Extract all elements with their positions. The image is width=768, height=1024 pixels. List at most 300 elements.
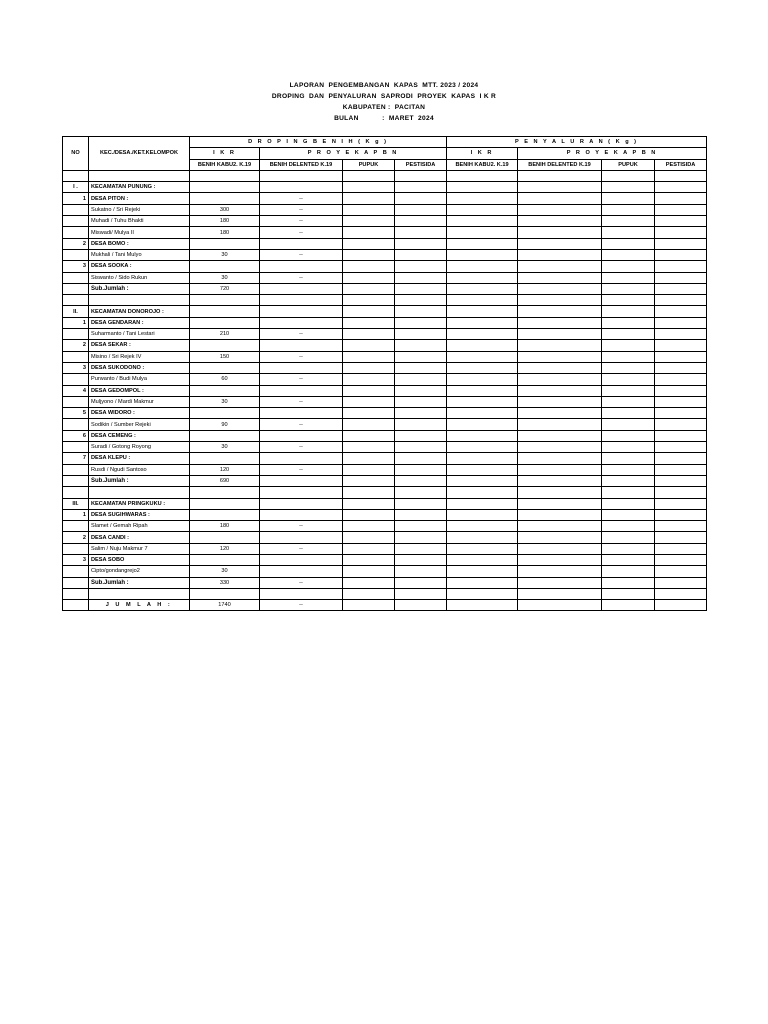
table-row xyxy=(63,249,707,260)
row-empty-cell xyxy=(602,351,655,362)
row-empty-cell xyxy=(447,170,518,181)
row-no: 3 xyxy=(63,554,89,565)
row-name xyxy=(89,170,190,181)
table-row xyxy=(63,272,707,283)
row-empty-cell xyxy=(518,487,602,498)
row-empty-cell xyxy=(447,249,518,260)
row-benih-delented: -- xyxy=(260,374,343,385)
table-row xyxy=(63,498,707,509)
row-empty-cell xyxy=(343,317,395,328)
row-benih-kabu xyxy=(190,430,260,441)
row-empty-cell xyxy=(602,374,655,385)
row-empty-cell xyxy=(602,408,655,419)
row-empty-cell xyxy=(655,453,707,464)
row-name: DESA PITON : xyxy=(89,193,190,204)
row-empty-cell xyxy=(518,227,602,238)
row-empty-cell xyxy=(343,170,395,181)
row-benih-kabu xyxy=(190,554,260,565)
row-benih-kabu: 90 xyxy=(190,419,260,430)
row-empty-cell xyxy=(395,408,447,419)
row-benih-delented xyxy=(260,283,343,294)
row-name: KECAMATAN DONOROJO : xyxy=(89,306,190,317)
table-row xyxy=(63,261,707,272)
row-empty-cell xyxy=(602,475,655,486)
table-row xyxy=(63,577,707,588)
row-name: DESA SUGIHWARAS : xyxy=(89,509,190,520)
row-empty-cell xyxy=(655,396,707,407)
row-empty-cell xyxy=(518,532,602,543)
row-no xyxy=(63,283,89,294)
row-benih-kabu: 180 xyxy=(190,521,260,532)
row-benih-delented xyxy=(260,182,343,193)
row-benih-kabu: 30 xyxy=(190,272,260,283)
row-no xyxy=(63,588,89,599)
row-benih-kabu: 330 xyxy=(190,577,260,588)
row-name: DESA CEMENG : xyxy=(89,430,190,441)
row-empty-cell xyxy=(655,295,707,306)
table-row xyxy=(63,193,707,204)
row-empty-cell xyxy=(343,577,395,588)
row-empty-cell xyxy=(602,193,655,204)
row-benih-delented: -- xyxy=(260,227,343,238)
row-empty-cell xyxy=(447,498,518,509)
row-empty-cell xyxy=(655,509,707,520)
row-benih-kabu xyxy=(190,408,260,419)
row-empty-cell xyxy=(655,329,707,340)
row-benih-delented: -- xyxy=(260,577,343,588)
row-benih-kabu xyxy=(190,362,260,373)
row-empty-cell xyxy=(447,577,518,588)
row-name: Sodikin / Sumber Rejeki xyxy=(89,419,190,430)
table-row xyxy=(63,283,707,294)
row-empty-cell xyxy=(518,396,602,407)
row-benih-kabu xyxy=(190,532,260,543)
row-empty-cell xyxy=(343,464,395,475)
row-benih-kabu xyxy=(190,261,260,272)
row-benih-delented xyxy=(260,487,343,498)
row-empty-cell xyxy=(518,588,602,599)
row-name: Purwanto / Budi Mulya xyxy=(89,374,190,385)
row-empty-cell xyxy=(518,317,602,328)
table-row xyxy=(63,306,707,317)
row-empty-cell xyxy=(447,487,518,498)
row-name: KECAMATAN PUNUNG : xyxy=(89,182,190,193)
row-benih-delented xyxy=(260,430,343,441)
row-benih-delented: -- xyxy=(260,216,343,227)
table-row xyxy=(63,475,707,486)
row-name: DESA SEKAR : xyxy=(89,340,190,351)
row-empty-cell xyxy=(395,306,447,317)
row-no xyxy=(63,543,89,554)
row-name: Miswadi/ Mulya II xyxy=(89,227,190,238)
row-benih-kabu: 1740 xyxy=(190,600,260,611)
row-empty-cell xyxy=(447,238,518,249)
row-empty-cell xyxy=(602,238,655,249)
header-pestisida-penyaluran: PESTISIDA xyxy=(655,159,707,170)
row-empty-cell xyxy=(602,283,655,294)
row-benih-delented xyxy=(260,566,343,577)
row-empty-cell xyxy=(602,600,655,611)
row-name: Sub.Jumlah : xyxy=(89,475,190,486)
row-empty-cell xyxy=(447,374,518,385)
row-name: Misino / Sri Rejek IV xyxy=(89,351,190,362)
row-empty-cell xyxy=(343,521,395,532)
row-benih-kabu xyxy=(190,193,260,204)
row-empty-cell xyxy=(395,475,447,486)
row-benih-kabu: 30 xyxy=(190,442,260,453)
row-no xyxy=(63,227,89,238)
row-benih-kabu: 30 xyxy=(190,396,260,407)
row-empty-cell xyxy=(518,475,602,486)
row-name: Suharmanto / Tani Lestari xyxy=(89,329,190,340)
row-empty-cell xyxy=(395,351,447,362)
row-no: 3 xyxy=(63,261,89,272)
row-benih-kabu xyxy=(190,238,260,249)
row-empty-cell xyxy=(655,351,707,362)
row-empty-cell xyxy=(343,498,395,509)
row-empty-cell xyxy=(395,261,447,272)
row-benih-delented xyxy=(260,532,343,543)
row-benih-delented: -- xyxy=(260,442,343,453)
row-no xyxy=(63,272,89,283)
row-empty-cell xyxy=(602,317,655,328)
row-empty-cell xyxy=(655,475,707,486)
row-empty-cell xyxy=(655,419,707,430)
row-benih-delented: -- xyxy=(260,396,343,407)
row-empty-cell xyxy=(395,396,447,407)
row-benih-delented: -- xyxy=(260,249,343,260)
table-row xyxy=(63,396,707,407)
row-empty-cell xyxy=(343,351,395,362)
header-penyaluran: P E N Y A L U R A N ( K g ) xyxy=(447,137,707,148)
row-empty-cell xyxy=(447,554,518,565)
row-name: DESA BOMO : xyxy=(89,238,190,249)
row-empty-cell xyxy=(602,442,655,453)
row-empty-cell xyxy=(343,261,395,272)
row-empty-cell xyxy=(518,249,602,260)
row-no xyxy=(63,249,89,260)
row-empty-cell xyxy=(343,453,395,464)
row-empty-cell xyxy=(518,216,602,227)
row-benih-delented: -- xyxy=(260,464,343,475)
row-no xyxy=(63,442,89,453)
row-empty-cell xyxy=(343,543,395,554)
row-empty-cell xyxy=(518,306,602,317)
row-name xyxy=(89,295,190,306)
row-empty-cell xyxy=(395,588,447,599)
row-empty-cell xyxy=(602,396,655,407)
row-empty-cell xyxy=(518,577,602,588)
row-empty-cell xyxy=(602,532,655,543)
row-empty-cell xyxy=(343,238,395,249)
row-empty-cell xyxy=(343,340,395,351)
row-empty-cell xyxy=(447,261,518,272)
row-empty-cell xyxy=(395,464,447,475)
row-empty-cell xyxy=(518,464,602,475)
row-empty-cell xyxy=(447,306,518,317)
row-empty-cell xyxy=(602,182,655,193)
row-empty-cell xyxy=(395,442,447,453)
row-empty-cell xyxy=(343,283,395,294)
row-empty-cell xyxy=(518,554,602,565)
report-kabupaten: KABUPATEN : PACITAN xyxy=(342,104,426,111)
row-empty-cell xyxy=(518,453,602,464)
row-empty-cell xyxy=(655,588,707,599)
row-empty-cell xyxy=(602,261,655,272)
table-row xyxy=(63,430,707,441)
row-empty-cell xyxy=(447,351,518,362)
row-benih-kabu xyxy=(190,170,260,181)
row-empty-cell xyxy=(395,453,447,464)
table-row xyxy=(63,340,707,351)
row-empty-cell xyxy=(602,430,655,441)
header-benih-delented-penyaluran: BENIH DELENTED K.19 xyxy=(518,159,602,170)
row-benih-delented xyxy=(260,498,343,509)
row-empty-cell xyxy=(602,204,655,215)
row-name: DESA SOBO xyxy=(89,554,190,565)
row-benih-delented xyxy=(260,317,343,328)
row-empty-cell xyxy=(447,227,518,238)
row-empty-cell xyxy=(602,362,655,373)
row-empty-cell xyxy=(395,543,447,554)
row-no: I . xyxy=(63,182,89,193)
row-empty-cell xyxy=(602,227,655,238)
table-row xyxy=(63,554,707,565)
row-empty-cell xyxy=(343,272,395,283)
row-empty-cell xyxy=(518,362,602,373)
row-empty-cell xyxy=(343,600,395,611)
row-empty-cell xyxy=(518,351,602,362)
row-empty-cell xyxy=(447,396,518,407)
row-empty-cell xyxy=(447,419,518,430)
row-benih-delented xyxy=(260,475,343,486)
row-empty-cell xyxy=(655,317,707,328)
row-name: Sub.Jumlah : xyxy=(89,283,190,294)
row-empty-cell xyxy=(447,385,518,396)
table-row xyxy=(63,170,707,181)
row-empty-cell xyxy=(395,374,447,385)
table-row xyxy=(63,419,707,430)
row-empty-cell xyxy=(343,227,395,238)
row-empty-cell xyxy=(447,509,518,520)
row-empty-cell xyxy=(447,283,518,294)
row-empty-cell xyxy=(395,227,447,238)
row-no: 4 xyxy=(63,385,89,396)
row-empty-cell xyxy=(655,182,707,193)
report-title-block xyxy=(0,80,768,124)
row-empty-cell xyxy=(447,329,518,340)
row-benih-kabu: 30 xyxy=(190,566,260,577)
row-empty-cell xyxy=(447,475,518,486)
row-empty-cell xyxy=(602,509,655,520)
table-row xyxy=(63,204,707,215)
row-empty-cell xyxy=(343,419,395,430)
row-empty-cell xyxy=(395,283,447,294)
row-benih-kabu xyxy=(190,306,260,317)
row-empty-cell xyxy=(655,261,707,272)
row-empty-cell xyxy=(343,193,395,204)
table-row xyxy=(63,227,707,238)
row-empty-cell xyxy=(518,272,602,283)
row-name: Sub.Jumlah : xyxy=(89,577,190,588)
row-benih-kabu xyxy=(190,385,260,396)
row-empty-cell xyxy=(343,306,395,317)
row-empty-cell xyxy=(343,249,395,260)
row-name: Siswanto / Sido Rukun xyxy=(89,272,190,283)
row-empty-cell xyxy=(655,272,707,283)
row-benih-kabu xyxy=(190,295,260,306)
table-row xyxy=(63,295,707,306)
row-empty-cell xyxy=(602,340,655,351)
row-name: DESA KLEPU : xyxy=(89,453,190,464)
header-row-1 xyxy=(63,137,707,148)
row-name: KECAMATAN PRINGKUKU : xyxy=(89,498,190,509)
row-empty-cell xyxy=(343,532,395,543)
header-benih-kabu: BENIH KABU2. K.19 xyxy=(190,159,260,170)
row-empty-cell xyxy=(395,521,447,532)
row-empty-cell xyxy=(395,430,447,441)
row-empty-cell xyxy=(447,453,518,464)
row-empty-cell xyxy=(395,509,447,520)
header-no: NO xyxy=(63,137,89,171)
row-empty-cell xyxy=(395,566,447,577)
row-benih-delented xyxy=(260,362,343,373)
row-empty-cell xyxy=(655,521,707,532)
row-empty-cell xyxy=(343,442,395,453)
row-no xyxy=(63,521,89,532)
header-kec: KEC./DESA./KET.KELOMPOK xyxy=(89,137,190,171)
row-empty-cell xyxy=(655,408,707,419)
row-benih-kabu xyxy=(190,317,260,328)
row-empty-cell xyxy=(518,374,602,385)
row-benih-kabu xyxy=(190,340,260,351)
row-empty-cell xyxy=(395,182,447,193)
row-empty-cell xyxy=(395,487,447,498)
row-empty-cell xyxy=(655,385,707,396)
row-empty-cell xyxy=(655,543,707,554)
row-empty-cell xyxy=(447,216,518,227)
row-empty-cell xyxy=(518,509,602,520)
header-pupuk: PUPUK xyxy=(343,159,395,170)
row-benih-delented xyxy=(260,588,343,599)
row-benih-delented xyxy=(260,408,343,419)
row-no: 6 xyxy=(63,430,89,441)
row-empty-cell xyxy=(447,408,518,419)
row-benih-kabu: 300 xyxy=(190,204,260,215)
row-empty-cell xyxy=(602,295,655,306)
table-row xyxy=(63,182,707,193)
row-empty-cell xyxy=(343,554,395,565)
row-empty-cell xyxy=(602,521,655,532)
row-empty-cell xyxy=(655,374,707,385)
row-benih-delented: -- xyxy=(260,521,343,532)
row-empty-cell xyxy=(447,340,518,351)
row-no xyxy=(63,216,89,227)
row-empty-cell xyxy=(518,385,602,396)
row-empty-cell xyxy=(447,317,518,328)
row-empty-cell xyxy=(655,430,707,441)
table-row xyxy=(63,385,707,396)
header-pestisida: PESTISIDA xyxy=(395,159,447,170)
row-no xyxy=(63,396,89,407)
row-benih-delented: -- xyxy=(260,204,343,215)
row-name: Rusdi / Ngudi Santoso xyxy=(89,464,190,475)
row-empty-cell xyxy=(343,374,395,385)
row-empty-cell xyxy=(447,600,518,611)
row-empty-cell xyxy=(602,588,655,599)
row-empty-cell xyxy=(655,227,707,238)
row-empty-cell xyxy=(602,487,655,498)
row-empty-cell xyxy=(447,430,518,441)
row-name: Cipto/gondangrejo2 xyxy=(89,566,190,577)
table-row xyxy=(63,521,707,532)
row-empty-cell xyxy=(602,498,655,509)
row-empty-cell xyxy=(518,170,602,181)
table-row xyxy=(63,464,707,475)
row-empty-cell xyxy=(343,487,395,498)
row-name: Sukatno / Sri Rejeki xyxy=(89,204,190,215)
row-benih-kabu xyxy=(190,487,260,498)
row-benih-delented xyxy=(260,385,343,396)
row-no xyxy=(63,374,89,385)
row-empty-cell xyxy=(343,362,395,373)
row-benih-delented xyxy=(260,238,343,249)
row-empty-cell xyxy=(395,532,447,543)
row-benih-delented: -- xyxy=(260,351,343,362)
row-empty-cell xyxy=(655,442,707,453)
row-benih-delented xyxy=(260,340,343,351)
row-empty-cell xyxy=(395,170,447,181)
row-empty-cell xyxy=(395,385,447,396)
row-empty-cell xyxy=(518,543,602,554)
row-empty-cell xyxy=(602,385,655,396)
table-row xyxy=(63,374,707,385)
row-name: Muhadi / Tuhu Bhakti xyxy=(89,216,190,227)
row-benih-delented xyxy=(260,554,343,565)
row-name: Muljyono / Mardi Makmur xyxy=(89,396,190,407)
row-empty-cell xyxy=(602,543,655,554)
table-row xyxy=(63,453,707,464)
row-empty-cell xyxy=(518,430,602,441)
row-no: 1 xyxy=(63,317,89,328)
row-name: DESA GENDARAN : xyxy=(89,317,190,328)
row-empty-cell xyxy=(395,554,447,565)
row-empty-cell xyxy=(447,588,518,599)
row-no: 2 xyxy=(63,340,89,351)
table-row xyxy=(63,317,707,328)
row-empty-cell xyxy=(518,329,602,340)
row-name: Salim / Nuju Makmur 7 xyxy=(89,543,190,554)
row-no xyxy=(63,577,89,588)
row-no: II. xyxy=(63,306,89,317)
row-name: J U M L A H : xyxy=(89,600,190,611)
row-no xyxy=(63,475,89,486)
row-empty-cell xyxy=(518,419,602,430)
row-no xyxy=(63,566,89,577)
row-empty-cell xyxy=(518,600,602,611)
row-benih-delented: -- xyxy=(260,600,343,611)
row-no: 1 xyxy=(63,193,89,204)
row-empty-cell xyxy=(395,238,447,249)
row-empty-cell xyxy=(655,170,707,181)
row-name: DESA SOOKA : xyxy=(89,261,190,272)
row-empty-cell xyxy=(655,532,707,543)
row-no: 3 xyxy=(63,362,89,373)
row-name xyxy=(89,588,190,599)
report-subtitle: DROPING DAN PENYALURAN SAPRODI PROYEK KAPAS I K R xyxy=(271,93,497,100)
row-empty-cell xyxy=(395,204,447,215)
row-empty-cell xyxy=(447,566,518,577)
